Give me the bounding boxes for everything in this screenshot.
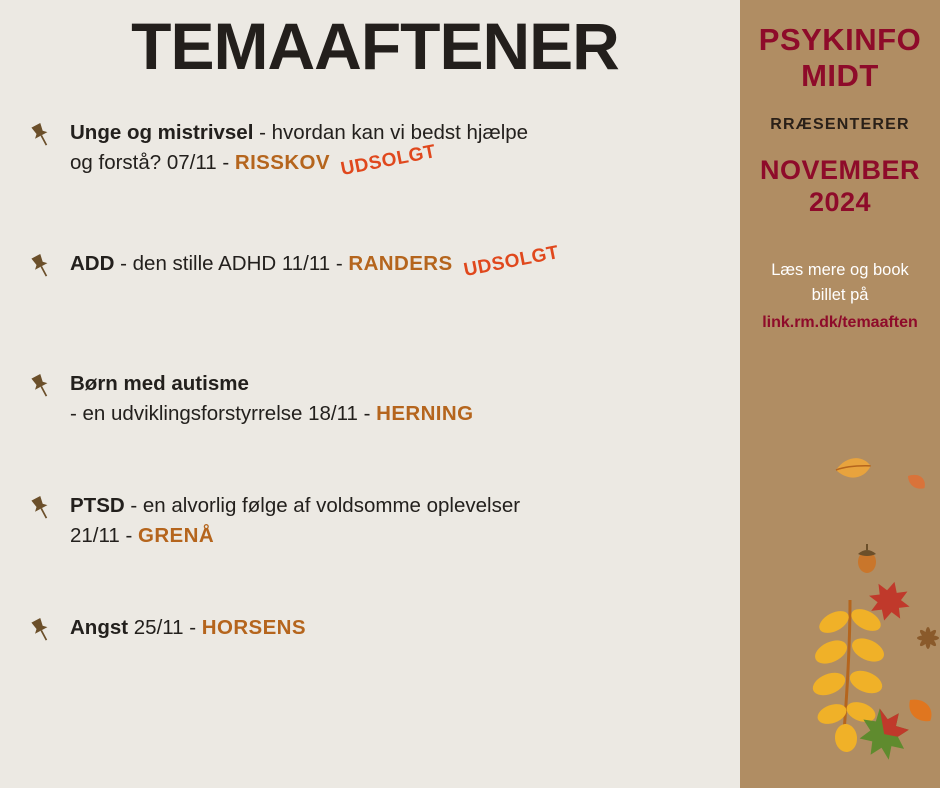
event-desc-2: og forstå? 07/11 - [70, 151, 235, 174]
list-item[interactable] [26, 242, 740, 297]
event-text [70, 613, 740, 643]
year-label: 2024 [808, 187, 872, 217]
booking-link[interactable]: link.rm.dk/temaaften [762, 314, 918, 331]
list-item[interactable] [26, 118, 740, 179]
event-text [70, 242, 740, 282]
list-item[interactable] [26, 613, 740, 661]
event-place: GRENÅ [138, 524, 215, 547]
event-desc: - den stille ADHD 11/11 - [114, 252, 349, 275]
list-item[interactable] [26, 491, 740, 551]
event-place: HERNING [376, 402, 474, 425]
booking-line-2: billet på [811, 286, 869, 304]
event-text [70, 491, 740, 551]
event-desc: 25/11 - [128, 616, 202, 639]
month-label: NOVEMBER [759, 155, 920, 185]
event-desc-2: 21/11 - [70, 524, 138, 547]
status-badge: UDSOLGT [461, 242, 561, 282]
pushpin-icon [26, 120, 56, 150]
event-desc: - en alvorlig følge af voldsomme oplevelser [124, 494, 521, 517]
pushpin-icon [26, 615, 56, 645]
brand-line-2: MIDT [801, 58, 879, 93]
event-text [70, 369, 740, 429]
list-item[interactable] [26, 369, 740, 429]
presents-label: RRÆSENTERER [770, 116, 910, 133]
event-desc: - hvordan kan vi bedst hjælpe [253, 121, 529, 144]
event-title: ADD [70, 252, 115, 275]
brand-title [750, 22, 930, 94]
event-title: PTSD [70, 494, 125, 517]
event-title: Unge og mistrivsel [70, 121, 254, 144]
page-title: TEMAAFTENER [131, 9, 619, 83]
booking-info [750, 258, 930, 335]
event-place: RANDERS [348, 252, 453, 275]
event-desc-2: - en udviklingsforstyrrelse 18/11 - [70, 402, 377, 425]
pushpin-icon [26, 371, 56, 401]
events-list [0, 118, 740, 661]
pushpin-icon [26, 251, 56, 281]
booking-line-1: Læs mere og book [771, 261, 909, 279]
sidebar-content [740, 0, 940, 335]
event-place: RISSKOV [234, 151, 330, 174]
sidebar [740, 0, 940, 788]
event-place: HORSENS [201, 616, 306, 639]
status-badge: UDSOLGT [338, 141, 438, 181]
event-title: Børn med autisme [70, 372, 249, 395]
pushpin-icon [26, 493, 56, 523]
brand-line-1: PSYKINFO [758, 22, 922, 57]
event-text [70, 118, 740, 179]
event-title: Angst [70, 616, 129, 639]
